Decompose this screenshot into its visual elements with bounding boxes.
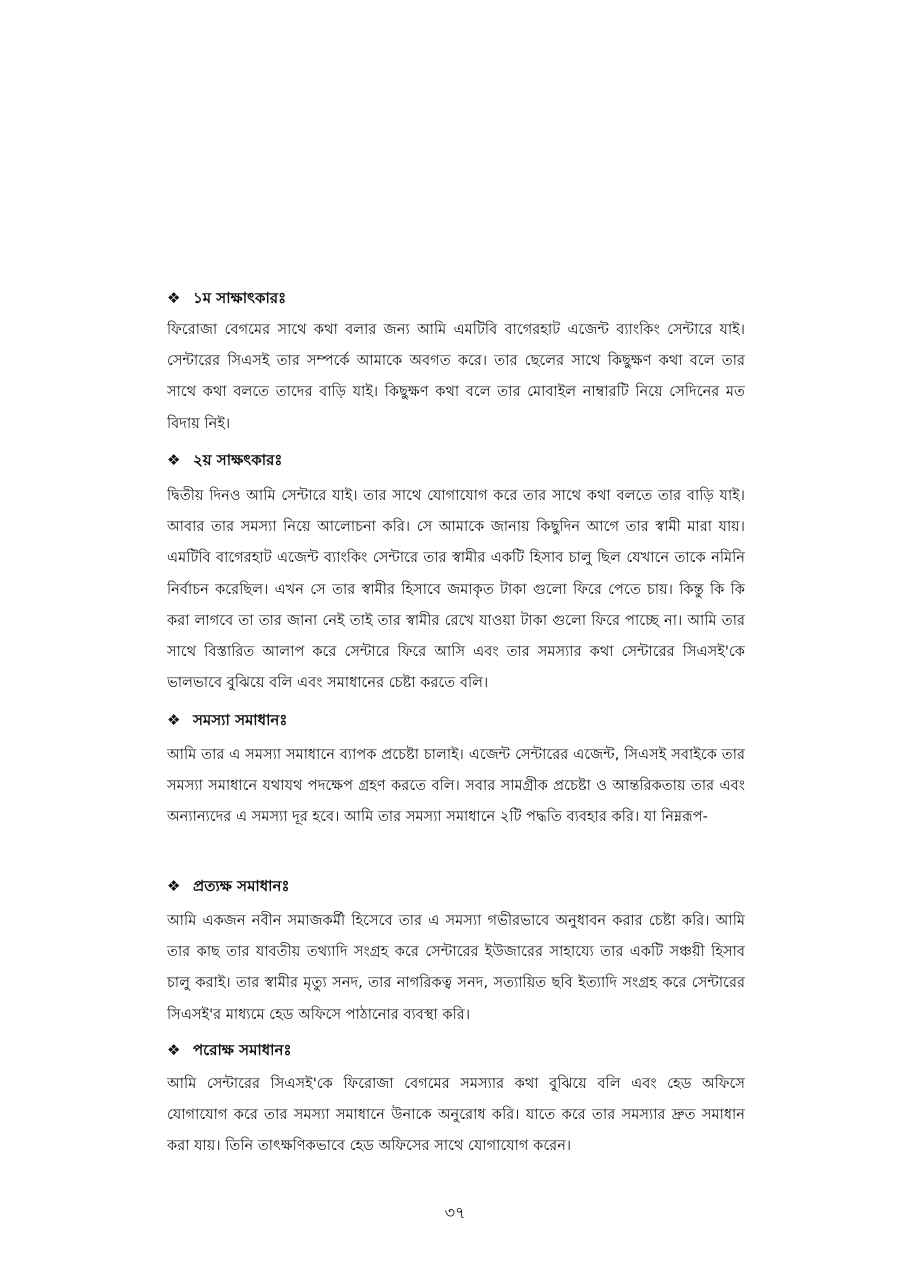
diamond-bullet-icon: ❖	[167, 877, 181, 895]
section-paragraph-interview-1: ফিরোজা বেগমের সাথে কথা বলার জন্য আমি এমটিবি বাগেরহাট এজেন্ট ব্যাংকিং সেন্টারে যাই। সেন্টারের সিএসই তার সম্পর্কে আমাকে অবগত করে। তার ছেলের সাথে কিছুক্ষণ কথা বলে তার সাথে কথা বলতে তাদের বাড়ি যাই। কিছুক্ষণ কথা বলে তার মোবাইল নাম্বারটি নিয়ে সেদিনের মত বিদায় নিই।	[167, 321, 745, 432]
section-heading-direct-solution	[167, 876, 289, 896]
diamond-bullet-icon: ❖	[167, 1041, 181, 1059]
heading-text: ১ম সাক্ষাৎকারঃ	[193, 289, 287, 307]
section-paragraph-problem-solution: আমি তার এ সমস্যা সমাধানে ব্যাপক প্রচেষ্টা চালাই। এজেন্ট সেন্টারের এজেন্ট, সিএসই সবাইকে তার সমস্যা সমাধানে যথাযথ পদক্ষেপ গ্রহণ করতে বলি। সবার সামগ্রীক প্রচেষ্টা ও আন্তরিকতায় তার এবং অন্যান্যদের এ সমস্যা দূর হবে। আমি তার সমস্যা সমাধানে ২টি পদ্ধতি ব্যবহার করি। যা নিম্নরূপ-	[167, 746, 745, 826]
section-heading-problem-solution	[167, 710, 287, 730]
heading-text: পরোক্ষ সমাধানঃ	[193, 1041, 292, 1059]
section-paragraph-interview-2: দ্বিতীয় দিনও আমি সেন্টারে যাই। তার সাথে যোগাযোগ করে তার সাথে কথা বলতে তার বাড়ি যাই। আবার তার সমস্যা নিয়ে আলোচনা করি। সে আমাকে জানায় কিছুদিন আগে তার স্বামী মারা যায়। এমটিবি বাগেরহাট এজেন্ট ব্যাংকিং সেন্টারে তার স্বামীর একটি হিসাব চালু ছিল যেখানে তাকে নমিনি নির্বাচন করেছিল। এখন সে তার স্বামীর হিসাবে জমাকৃত টাকা গুলো ফিরে পেতে চায়। কিন্তু কি কি করা লাগবে তা তার জানা নেই তাই তার স্বামীর রেখে যাওয়া টাকা গুলো ফিরে পাচ্ছে না। আমি তার সাথে বিস্তারিত আলাপ করে সেন্টারে ফিরে আসি এবং তার সমস্যার কথা সেন্টারের সিএসই'কে ভালভাবে বুঝিয়ে বলি এবং সমাধানের চেষ্টা করতে বলি।	[167, 487, 745, 692]
heading-text: সমস্যা সমাধানঃ	[193, 711, 288, 729]
section-paragraph-indirect-solution: আমি সেন্টারের সিএসই'কে ফিরোজা বেগমের সমস্যার কথা বুঝিয়ে বলি এবং হেড অফিসে যোগাযোগ করে তার সমস্যা সমাধানে উনাকে অনুরোধ করি। যাতে করে তার সমস্যার দ্রুত সমাধান করা যায়। তিনি তাৎক্ষণিকভাবে হেড অফিসের সাথে যোগাযোগ করেন।	[167, 1075, 745, 1155]
section-heading-indirect-solution	[167, 1040, 291, 1060]
heading-text: ২য় সাক্ষৎকারঃ	[193, 451, 283, 469]
section-paragraph-direct-solution: আমি একজন নবীন সমাজকর্মী হিসেবে তার এ সমস্যা গভীরভাবে অনুধাবন করার চেষ্টা করি। আমি তার কাছ তার যাবতীয় তথ্যাদি সংগ্রহ করে সেন্টারের ইউজারের সাহায্যে তার একটি সঞ্চয়ী হিসাব চালু করাই। তার স্বামীর মৃত্যু সনদ, তার নাগরিকত্ব সনদ, সত্যায়িত ছবি ইত্যাদি সংগ্রহ করে সেন্টারের সিএসই'র মাধ্যমে হেড অফিসে পাঠানোর ব্যবস্থা করি।	[167, 912, 745, 1023]
diamond-bullet-icon: ❖	[167, 451, 181, 469]
section-heading-interview-2	[167, 450, 282, 470]
diamond-bullet-icon: ❖	[167, 289, 181, 307]
section-heading-interview-1	[167, 288, 286, 308]
heading-text: প্রত্যক্ষ সমাধানঃ	[193, 877, 290, 895]
page-number: ৩৭	[444, 1203, 466, 1222]
diamond-bullet-icon: ❖	[167, 711, 181, 729]
